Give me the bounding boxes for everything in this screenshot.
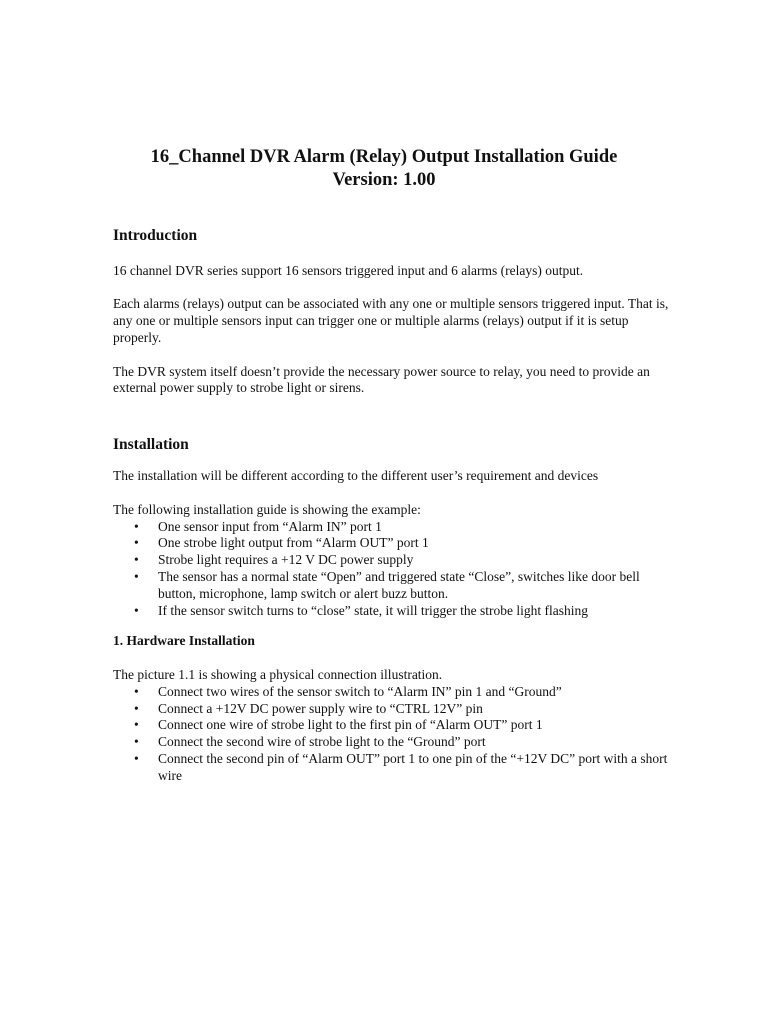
- list-item: • Connect one wire of strobe light to the first pin of “Alarm OUT” port 1: [113, 717, 673, 734]
- hardware-bullet-list: [113, 684, 673, 785]
- introduction-paragraph-2: Each alarms (relays) output can be associated with any one or multiple sensors triggered input. That is, any one or multiple sensors input can trigger one or multiple alarms (relays) output if it is setup properly.: [113, 296, 669, 345]
- introduction-paragraph-3: The DVR system itself doesn’t provide the necessary power source to relay, you need to provide an external power supply to strobe light or sirens.: [113, 363, 650, 396]
- introduction-paragraph-1: 16 channel DVR series support 16 sensors triggered input and 6 alarms (relays) output.: [113, 262, 584, 278]
- hardware-installation-heading: 1. Hardware Installation: [113, 633, 255, 649]
- list-item: • Connect the second pin of “Alarm OUT” port 1 to one pin of the “+12V DC” port with a short wire: [113, 751, 673, 785]
- installation-heading: Installation: [113, 436, 189, 454]
- title-line-2: Version: 1.00: [332, 170, 436, 190]
- list-item: • Connect the second wire of strobe light to the “Ground” port: [113, 734, 673, 751]
- list-item: • The sensor has a normal state “Open” and triggered state “Close”, switches like door bell button, microphone, lamp switch or alert buzz button.: [113, 569, 673, 603]
- installation-paragraph-1: The installation will be different according to the different user’s requirement and devices: [113, 468, 599, 484]
- list-item: • Connect a +12V DC power supply wire to “CTRL 12V” pin: [113, 701, 673, 718]
- hardware-paragraph-1: The picture 1.1 is showing a physical connection illustration.: [113, 666, 443, 682]
- list-item: • One strobe light output from “Alarm OUT” port 1: [113, 535, 673, 552]
- installation-paragraph-2: The following installation guide is showing the example:: [113, 501, 421, 517]
- installation-bullet-list: [113, 519, 673, 620]
- introduction-heading: Introduction: [113, 227, 198, 244]
- document-title: [0, 146, 768, 192]
- list-item: • One sensor input from “Alarm IN” port 1: [113, 519, 673, 536]
- document-body: [113, 226, 673, 785]
- title-line-1: 16_Channel DVR Alarm (Relay) Output Installation Guide: [150, 147, 618, 167]
- list-item: • If the sensor switch turns to “close” state, it will trigger the strobe light flashing: [113, 603, 673, 620]
- list-item: • Connect two wires of the sensor switch to “Alarm IN” pin 1 and “Ground”: [113, 684, 673, 701]
- list-item: • Strobe light requires a +12 V DC power supply: [113, 552, 673, 569]
